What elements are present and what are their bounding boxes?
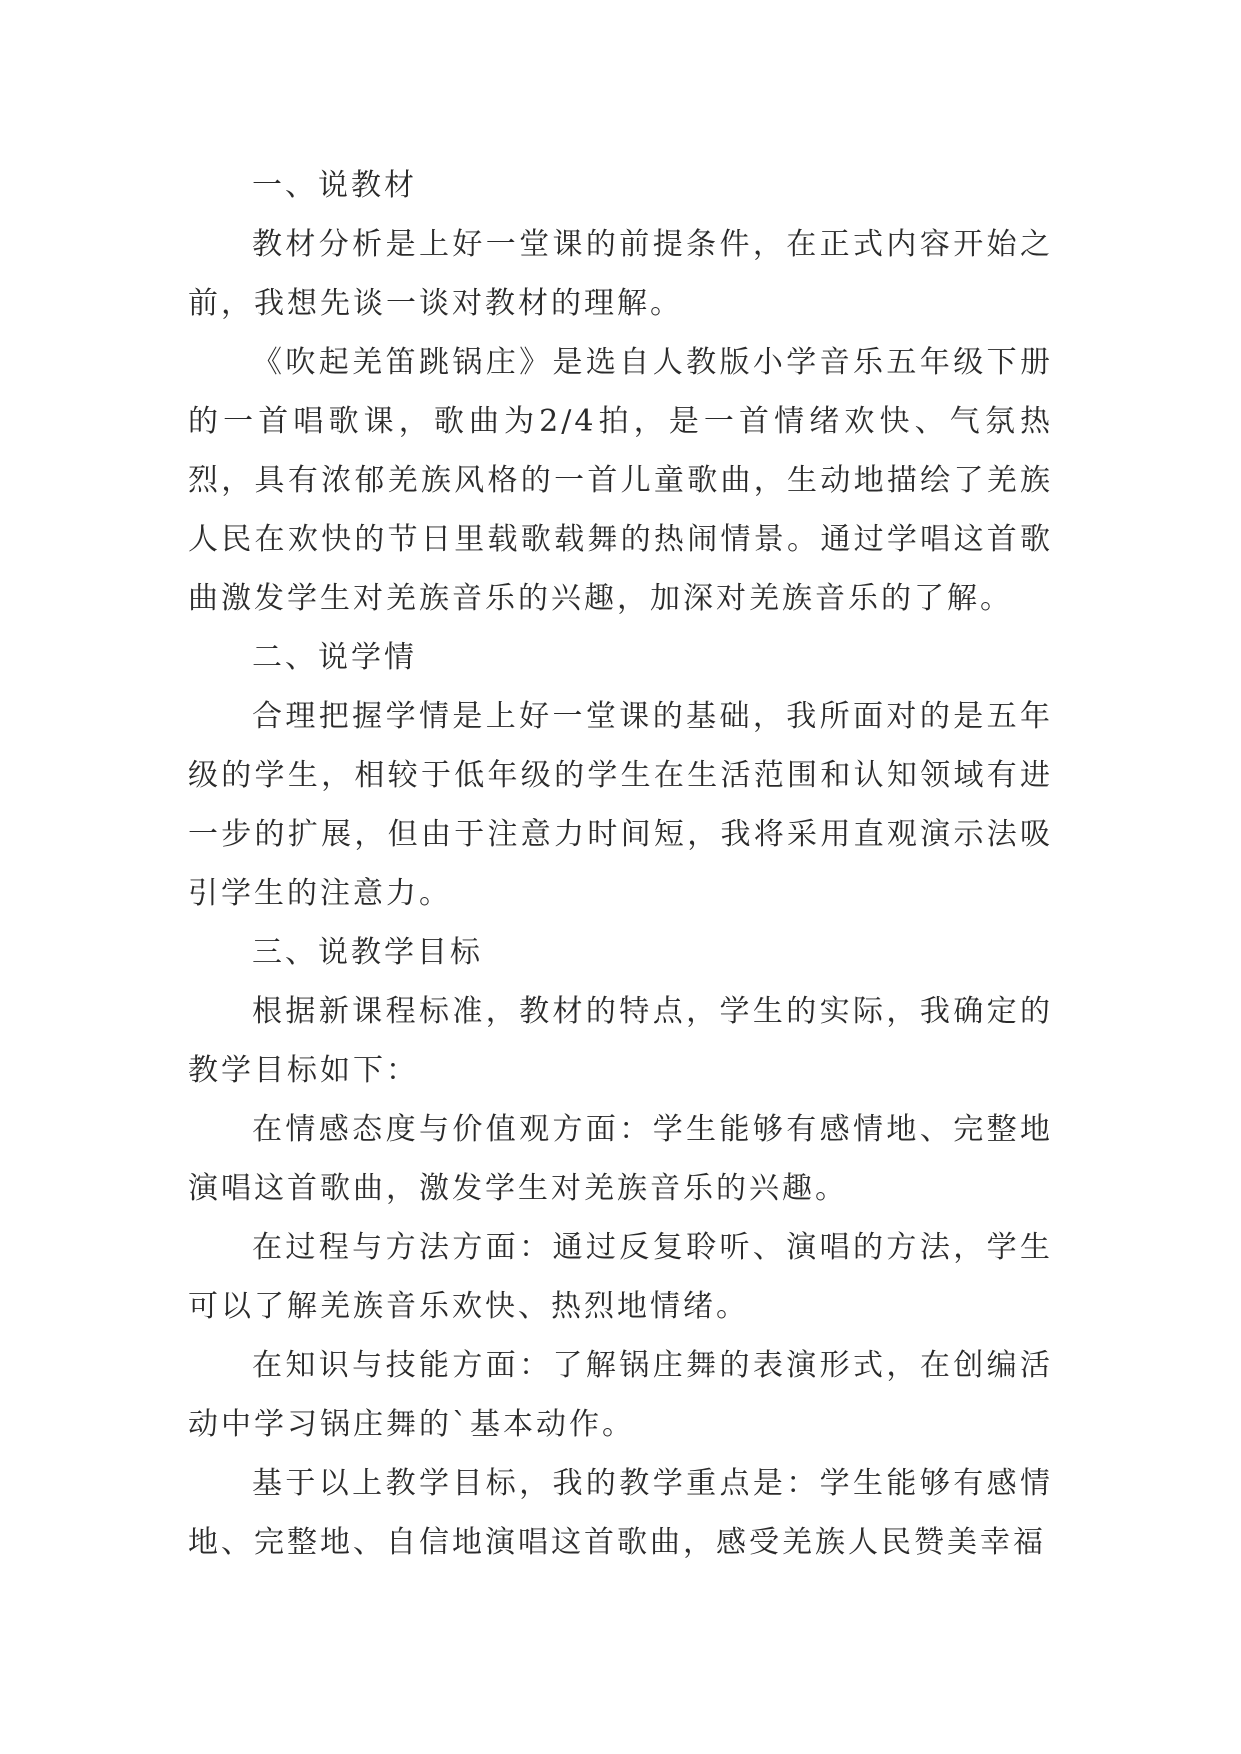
paragraph-objective-process: 在过程与方法方面：通过反复聆听、演唱的方法，学生可以了解羌族音乐欢快、热烈地情绪。	[188, 1230, 1053, 1324]
paragraph-objectives-intro: 根据新课程标准，教材的特点，学生的实际，我确定的教学目标如下：	[188, 994, 1053, 1088]
paragraph-objective-knowledge: 在知识与技能方面：了解锅庄舞的表演形式，在创编活动中学习锅庄舞的`基本动作。	[188, 1348, 1053, 1442]
section-heading-students: 二、说学情	[252, 640, 417, 675]
paragraph-textbook-intro: 教材分析是上好一堂课的前提条件，在正式内容开始之前，我想先谈一谈对教材的理解。	[188, 227, 1053, 321]
paragraph-objective-emotion: 在情感态度与价值观方面：学生能够有感情地、完整地演唱这首歌曲，激发学生对羌族音乐的兴趣。	[188, 1112, 1053, 1206]
section-heading-objectives: 三、说教学目标	[252, 935, 483, 970]
document-body	[188, 156, 1053, 1572]
paragraph-teaching-focus: 基于以上教学目标，我的教学重点是：学生能够有感情地、完整地、自信地演唱这首歌曲，感受羌族人民赞美幸福	[188, 1466, 1053, 1560]
paragraph-textbook-analysis: 《吹起羌笛跳锅庄》是选自人教版小学音乐五年级下册的一首唱歌课，歌曲为2/4拍，是一首情绪欢快、气氛热烈，具有浓郁羌族风格的一首儿童歌曲，生动地描绘了羌族人民在欢快的节日里载歌载舞的热闹情景。通过学唱这首歌曲激发学生对羌族音乐的兴趣，加深对羌族音乐的了解。	[188, 345, 1053, 616]
section-heading-textbook: 一、说教材	[252, 168, 417, 203]
paragraph-students-analysis: 合理把握学情是上好一堂课的基础，我所面对的是五年级的学生，相较于低年级的学生在生活范围和认知领域有进一步的扩展，但由于注意力时间短，我将采用直观演示法吸引学生的注意力。	[188, 699, 1053, 911]
